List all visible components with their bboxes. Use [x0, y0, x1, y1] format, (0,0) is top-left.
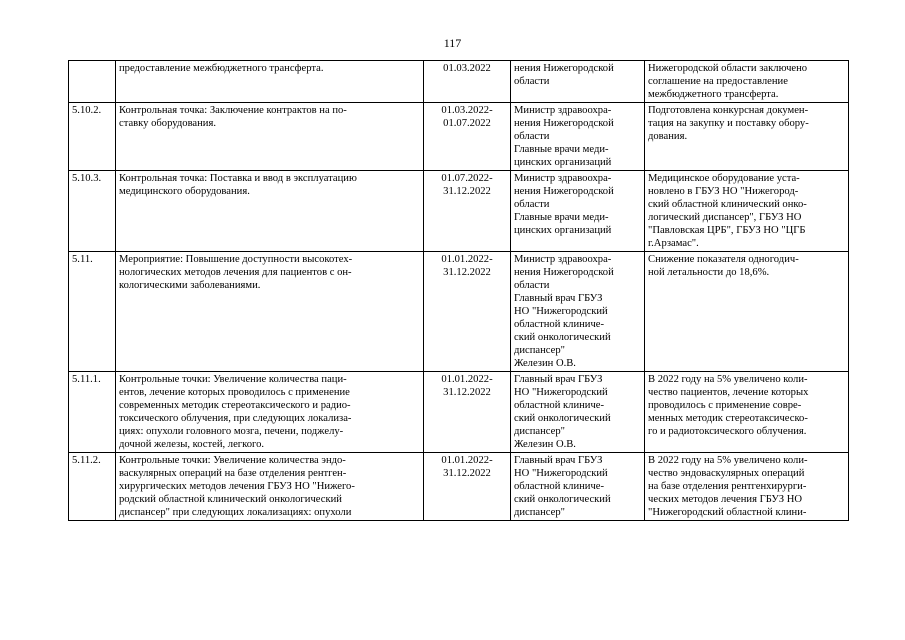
cell-text-line: ский онкологический: [514, 494, 611, 505]
cell-text-line: 01.03.2022-: [441, 105, 493, 116]
cell-text-line: цинских организаций: [514, 157, 612, 168]
cell-text-line: Подготовлена конкурсная докумен-: [648, 105, 809, 116]
cell-text-line: современных методик стереотаксического и радио-: [119, 400, 351, 411]
cell-text-line: областной клиниче-: [514, 400, 605, 411]
cell-text-line: Медицинское оборудование уста-: [648, 173, 800, 184]
cell-text-line: ский онкологический: [514, 332, 611, 343]
dates-cell: [424, 372, 511, 453]
cell-text-line: нения Нижегородской: [514, 186, 614, 197]
dates-cell: [424, 453, 511, 521]
table-row: [69, 252, 849, 372]
cell-text-line: области: [514, 199, 550, 210]
table-row: [69, 171, 849, 252]
cell-text-line: нения Нижегородской: [514, 118, 614, 129]
cell-text-line: Снижение показателя одногодич-: [648, 254, 799, 265]
cell-text-line: области: [514, 131, 550, 142]
cell-text-line: Министр здравоохра-: [514, 173, 612, 184]
cell-text-line: хирургических методов лечения ГБУЗ НО "Нижего-: [119, 481, 355, 492]
result-cell: [645, 103, 849, 171]
cell-text-line: ческих методов лечения ГБУЗ НО: [648, 494, 803, 505]
cell-text-line: Министр здравоохра-: [514, 254, 612, 265]
dates-cell: [424, 171, 511, 252]
cell-text-line: Главные врачи меди-: [514, 212, 609, 223]
cell-text-line: диспансер": [514, 507, 565, 518]
cell-text-line: 01.01.2022-: [441, 254, 493, 265]
cell-text-line: менных методик стереотаксическо-: [648, 413, 808, 424]
cell-text-line: НО "Нижегородский: [514, 387, 608, 398]
cell-text-line: НО "Нижегородский: [514, 468, 608, 479]
cell-text-line: Нижегородской области заключено: [648, 63, 808, 74]
cell-text-line: областной клиниче-: [514, 319, 605, 330]
cell-text-line: Главные врачи меди-: [514, 144, 609, 155]
cell-text-line: "Павловская ЦРБ", ГБУЗ НО "ЦГБ: [648, 225, 806, 236]
responsible-cell: [511, 103, 645, 171]
table-body: [69, 61, 849, 521]
cell-text-line: 01.01.2022-: [441, 374, 493, 385]
result-cell: [645, 252, 849, 372]
responsible-cell: [511, 61, 645, 103]
row-number-cell: [69, 171, 116, 252]
dates-cell: [424, 252, 511, 372]
cell-text-line: дования.: [648, 131, 688, 142]
cell-text-line: нологических методов лечения для пациентов с он-: [119, 267, 352, 278]
cell-text-line: 5.11.1.: [72, 374, 101, 385]
activities-table: [68, 60, 849, 521]
row-number-cell: [69, 453, 116, 521]
responsible-cell: [511, 372, 645, 453]
cell-text-line: Мероприятие: Повышение доступности высокотех-: [119, 254, 353, 265]
cell-text-line: тация на закупку и поставку обору-: [648, 118, 809, 129]
description-cell: [116, 453, 424, 521]
description-cell: [116, 372, 424, 453]
description-cell: [116, 61, 424, 103]
description-cell: [116, 252, 424, 372]
cell-text-line: НО "Нижегородский: [514, 306, 608, 317]
cell-text-line: диспансер": [514, 345, 565, 356]
cell-text-line: Контрольные точки: Увеличение количества паци-: [119, 374, 347, 385]
cell-text-line: диспансер": [514, 426, 565, 437]
table-row: [69, 61, 849, 103]
cell-text-line: диспансер" при следующих локализациях: опухоли: [119, 507, 352, 518]
row-number-cell: [69, 372, 116, 453]
cell-text-line: "Нижегородский областной клини-: [648, 507, 807, 518]
cell-text-line: Железин О.В.: [514, 439, 576, 450]
dates-cell: [424, 103, 511, 171]
cell-text-line: Главный врач ГБУЗ: [514, 455, 603, 466]
table-row: [69, 103, 849, 171]
page-number: 117: [443, 36, 462, 50]
cell-text-line: Главный врач ГБУЗ: [514, 293, 603, 304]
cell-text-line: 01.07.2022-: [441, 173, 493, 184]
cell-text-line: чество эндоваскулярных операций: [648, 468, 805, 479]
cell-text-line: ентов, лечение которых проводилось с применение: [119, 387, 350, 398]
cell-text-line: циях: опухоли головного мозга, печени, поджелу-: [119, 426, 344, 437]
cell-text-line: 01.07.2022: [443, 118, 491, 129]
description-cell: [116, 103, 424, 171]
cell-text-line: логический диспансер", ГБУЗ НО: [648, 212, 802, 223]
dates-cell: [424, 61, 511, 103]
cell-text-line: родский областной клинический онкологический: [119, 494, 342, 505]
cell-text-line: 31.12.2022: [443, 468, 491, 479]
cell-text-line: ставку оборудования.: [119, 118, 216, 129]
cell-text-line: 5.10.3.: [72, 173, 102, 184]
result-cell: [645, 453, 849, 521]
cell-text-line: Контрольная точка: Поставка и ввод в эксплуатацию: [119, 173, 357, 184]
responsible-cell: [511, 252, 645, 372]
cell-text-line: 5.11.2.: [72, 455, 101, 466]
cell-text-line: 31.12.2022: [443, 387, 491, 398]
cell-text-line: ский онкологический: [514, 413, 611, 424]
row-number-cell: [69, 252, 116, 372]
cell-text-line: Железин О.В.: [514, 358, 576, 369]
cell-text-line: нения Нижегородской: [514, 267, 614, 278]
cell-text-line: г.Арзамас".: [648, 238, 699, 249]
cell-text-line: го и радиотоксического облучения.: [648, 426, 807, 437]
cell-text-line: Контрольные точки: Увеличение количества эндо-: [119, 455, 346, 466]
cell-text-line: 5.11.: [72, 254, 93, 265]
cell-text-line: чество пациентов, лечение которых: [648, 387, 809, 398]
result-cell: [645, 171, 849, 252]
table-row: [69, 453, 849, 521]
cell-text-line: нения Нижегородской: [514, 63, 614, 74]
cell-text-line: 01.03.2022: [443, 63, 491, 74]
cell-text-line: В 2022 году на 5% увеличено коли-: [648, 455, 808, 466]
cell-text-line: области: [514, 280, 550, 291]
description-cell: [116, 171, 424, 252]
row-number-cell: [69, 61, 116, 103]
cell-text-line: ский областной клинический онко-: [648, 199, 807, 210]
cell-text-line: токсического облучения, при следующих локализа-: [119, 413, 352, 424]
cell-text-line: кологическими заболеваниями.: [119, 280, 261, 291]
cell-text-line: васкулярных операций на базе отделения рентген-: [119, 468, 347, 479]
cell-text-line: 31.12.2022: [443, 267, 491, 278]
responsible-cell: [511, 171, 645, 252]
cell-text-line: области: [514, 76, 550, 87]
result-cell: [645, 372, 849, 453]
cell-text-line: проводилось с применение совре-: [648, 400, 802, 411]
cell-text-line: новлено в ГБУЗ НО "Нижегород-: [648, 186, 799, 197]
cell-text-line: Главный врач ГБУЗ: [514, 374, 603, 385]
cell-text-line: соглашение на предоставление: [648, 76, 788, 87]
cell-text-line: межбюджетного трансферта.: [648, 89, 779, 100]
cell-text-line: Контрольная точка: Заключение контрактов на по-: [119, 105, 347, 116]
cell-text-line: В 2022 году на 5% увеличено коли-: [648, 374, 808, 385]
row-number-cell: [69, 103, 116, 171]
cell-text-line: 5.10.2.: [72, 105, 102, 116]
result-cell: [645, 61, 849, 103]
cell-text-line: медицинского оборудования.: [119, 186, 250, 197]
table-row: [69, 372, 849, 453]
cell-text-line: предоставление межбюджетного трансферта.: [119, 63, 324, 74]
cell-text-line: 31.12.2022: [443, 186, 491, 197]
cell-text-line: ной летальности до 18,6%.: [648, 267, 770, 278]
responsible-cell: [511, 453, 645, 521]
cell-text-line: 01.01.2022-: [441, 455, 493, 466]
cell-text-line: Министр здравоохра-: [514, 105, 612, 116]
cell-text-line: на базе отделения рентгенхирурги-: [648, 481, 807, 492]
cell-text-line: дочной железы, костей, легкого.: [119, 439, 265, 450]
cell-text-line: областной клиниче-: [514, 481, 605, 492]
cell-text-line: цинских организаций: [514, 225, 612, 236]
